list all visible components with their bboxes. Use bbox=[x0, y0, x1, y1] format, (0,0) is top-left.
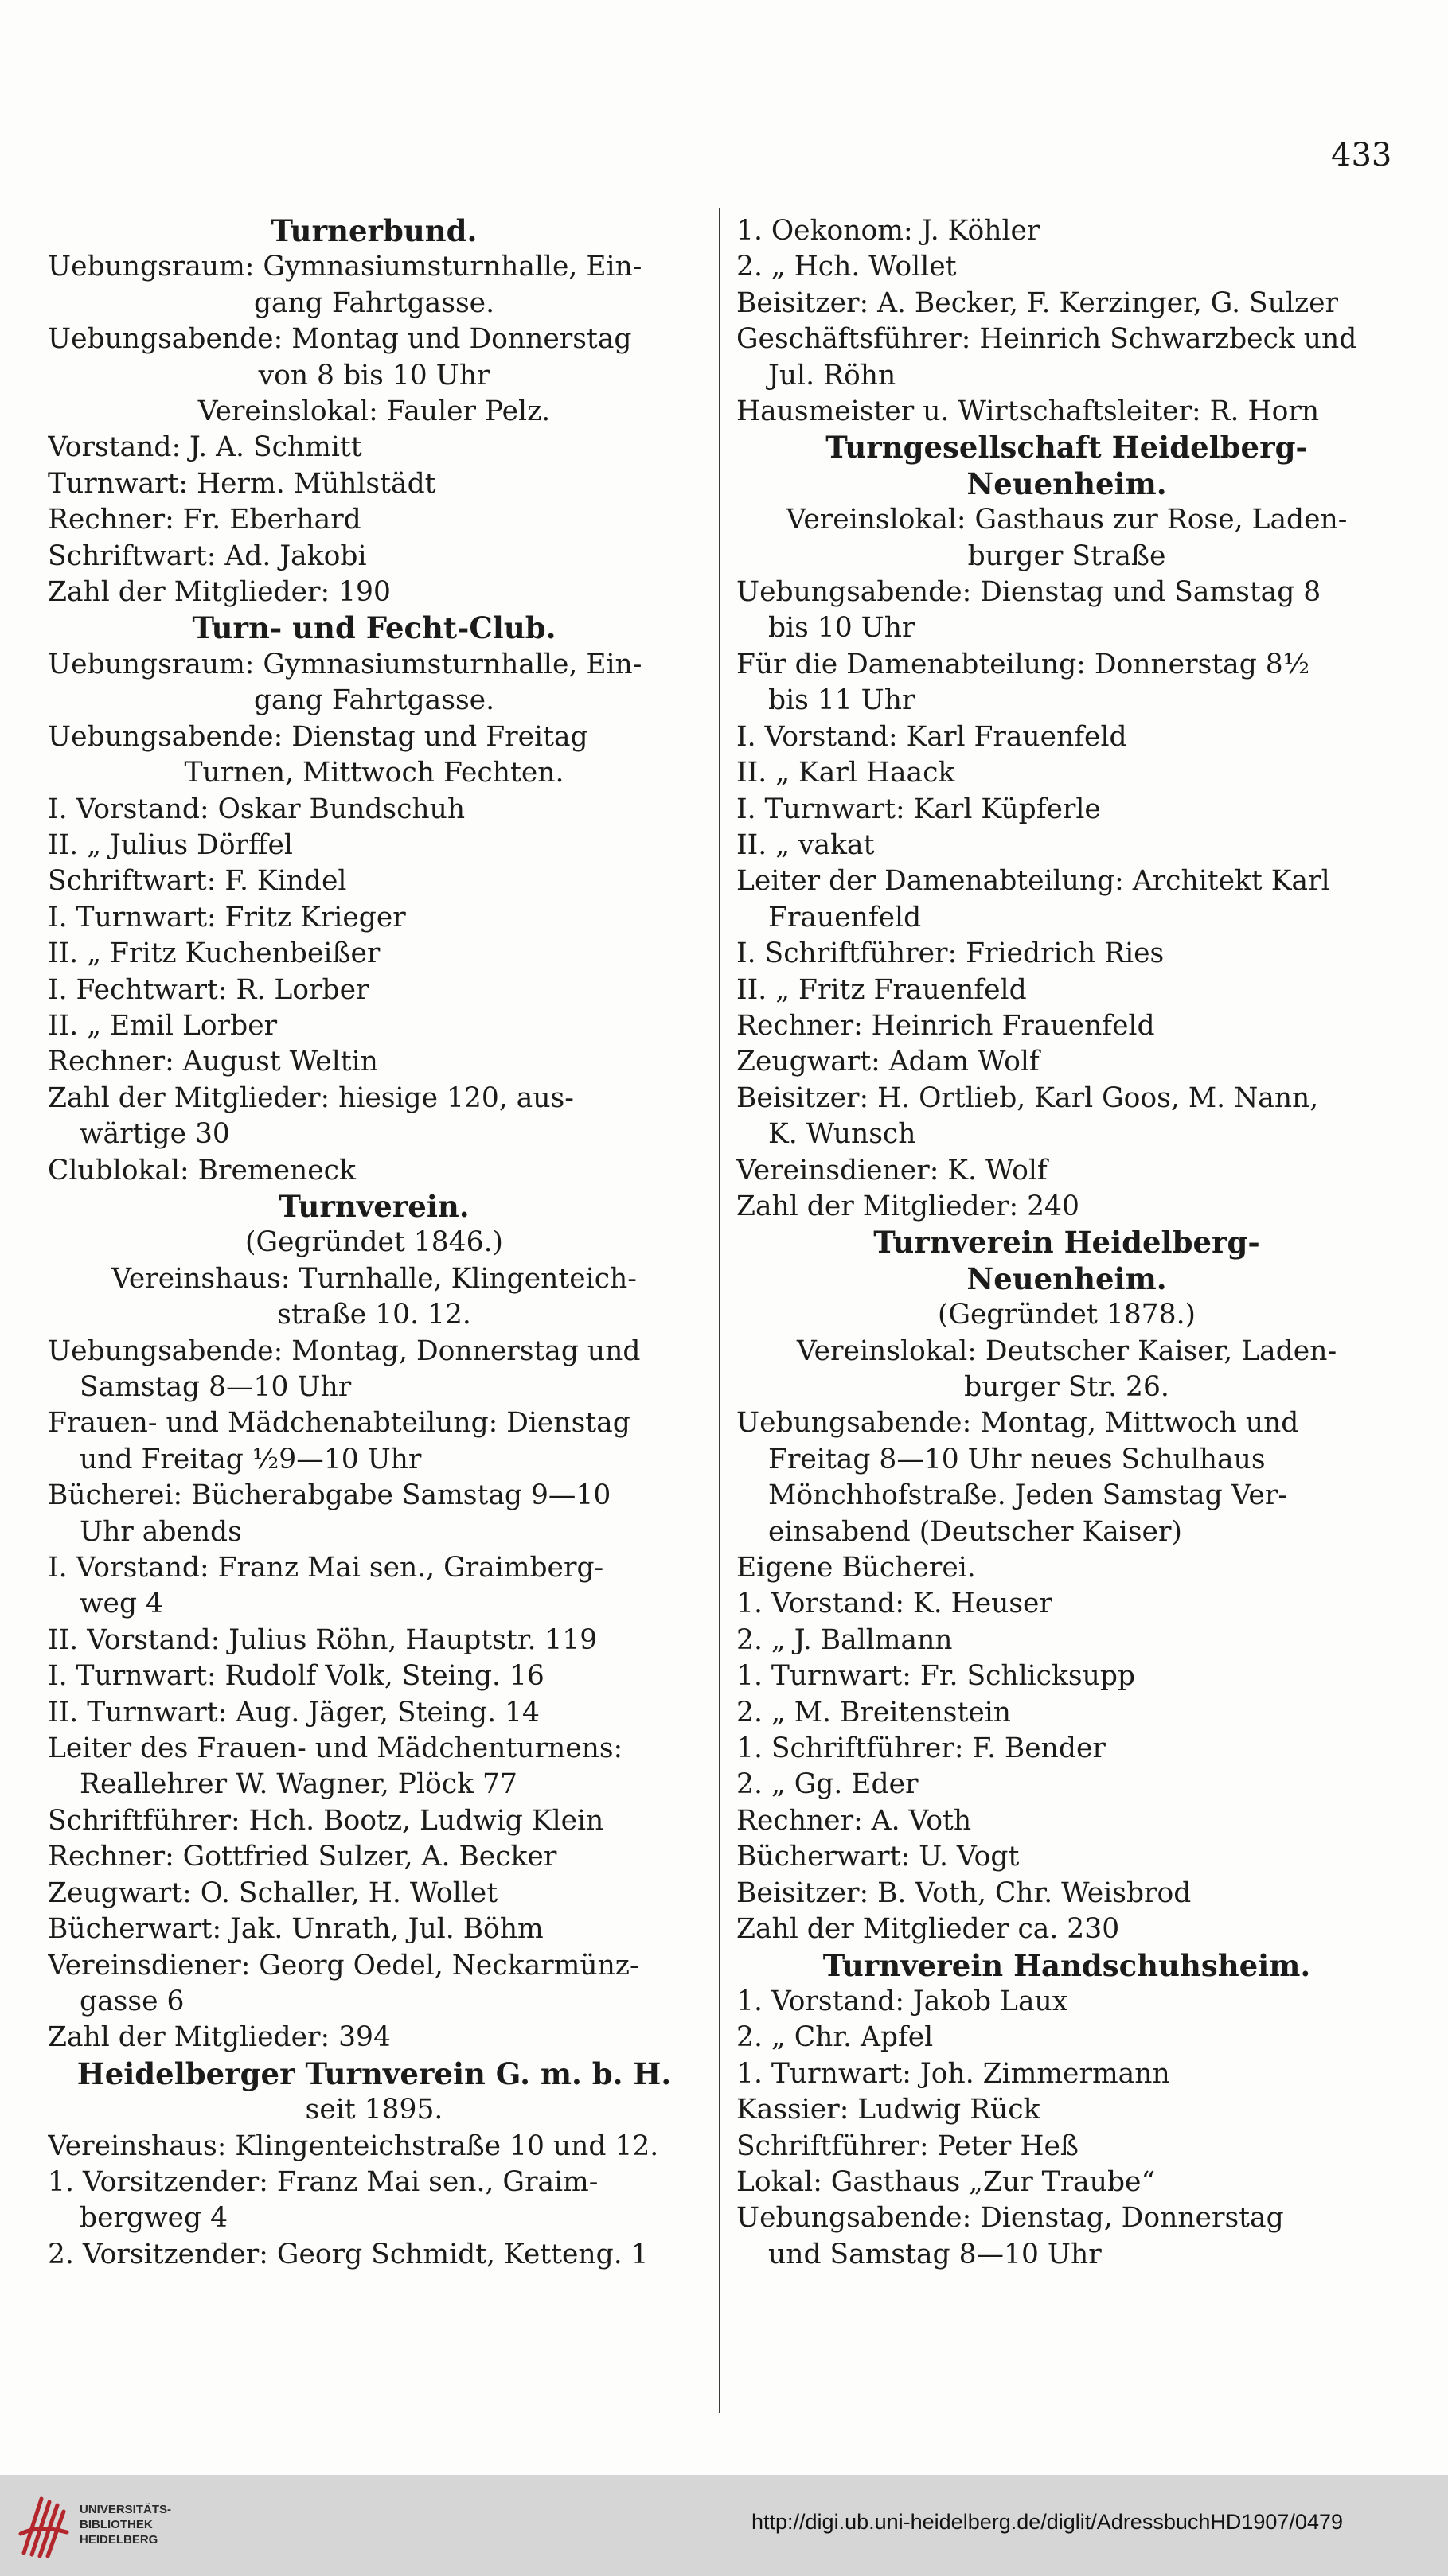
text-line: Beisitzer: A. Becker, F. Kerzinger, G. Sulzer bbox=[736, 286, 1339, 319]
text-line: 2. Vorsitzender: Georg Schmidt, Ketteng. 1 bbox=[48, 2238, 649, 2270]
text-line: Bücherwart: Jak. Unrath, Jul. Böhm bbox=[48, 1913, 544, 1946]
text-line: Zahl der Mitglieder: hiesige 120, aus- bbox=[48, 1081, 574, 1114]
text-line: 1. Vorsitzender: Franz Mai sen., Graim- bbox=[48, 2165, 599, 2198]
section-heading: Neuenheim. bbox=[966, 1261, 1167, 1296]
text-line: burger Straße bbox=[967, 540, 1166, 572]
viewer-footer bbox=[0, 2475, 1448, 2576]
text-line: bergweg 4 bbox=[80, 2202, 228, 2235]
text-line: Mönchhofstraße. Jeden Samstag Ver- bbox=[768, 1479, 1287, 1512]
text-line: I. Schriftführer: Friedrich Ries bbox=[736, 937, 1165, 970]
text-line: Zahl der Mitglieder: 190 bbox=[48, 576, 391, 609]
text-line: Kassier: Ludwig Rück bbox=[736, 2094, 1040, 2126]
text-line: II. „ Fritz Kuchenbeißer bbox=[48, 937, 381, 970]
text-line: Uebungsabende: Montag, Donnerstag und bbox=[48, 1335, 641, 1367]
text-line: 1. Turnwart: Fr. Schlicksupp bbox=[736, 1660, 1136, 1693]
text-line: Samstag 8—10 Uhr bbox=[80, 1371, 352, 1403]
text-line: Zeugwart: Adam Wolf bbox=[736, 1046, 1040, 1078]
text-line: 2. „ Hch. Wollet bbox=[736, 251, 957, 283]
text-line: 1. Schriftführer: F. Bender bbox=[736, 1732, 1106, 1765]
text-line: Schriftwart: Ad. Jakobi bbox=[48, 540, 367, 572]
text-line: I. Turnwart: Karl Küpferle bbox=[736, 793, 1101, 825]
text-line: Frauen- und Mädchenabteilung: Dienstag bbox=[48, 1407, 630, 1440]
source-url-link[interactable]: http://digi.ub.uni-heidelberg.de/diglit/AdressbuchHD1907/0479 bbox=[751, 2510, 1344, 2534]
text-line: Uhr abends bbox=[80, 1515, 242, 1548]
text-line: bis 10 Uhr bbox=[768, 612, 915, 645]
text-line: straße 10. 12. bbox=[277, 1299, 471, 1331]
text-line: Freitag 8—10 Uhr neues Schulhaus bbox=[768, 1443, 1266, 1475]
text-line: gang Fahrtgasse. bbox=[253, 684, 495, 717]
library-name-line: HEIDELBERG bbox=[80, 2533, 158, 2547]
text-line: gasse 6 bbox=[80, 1985, 185, 2017]
section-heading: Turn- und Fecht-Club. bbox=[192, 610, 556, 646]
text-line: Vereinshaus: Klingenteichstraße 10 und 12. bbox=[48, 2130, 659, 2162]
text-line: II. „ Julius Dörffel bbox=[48, 828, 293, 861]
text-line: Uebungsraum: Gymnasiumsturnhalle, Ein- bbox=[48, 648, 642, 680]
text-line: I. Vorstand: Franz Mai sen., Graimberg- bbox=[48, 1552, 604, 1584]
text-line: 1. Vorstand: K. Heuser bbox=[736, 1588, 1052, 1620]
text-line: Vereinslokal: Deutscher Kaiser, Laden- bbox=[796, 1335, 1337, 1367]
text-line: Bücherwart: U. Vogt bbox=[736, 1841, 1020, 1873]
text-line: Jul. Röhn bbox=[768, 359, 896, 392]
text-line: Vorstand: J. A. Schmitt bbox=[48, 431, 362, 464]
text-line: und Freitag ½9—10 Uhr bbox=[80, 1443, 422, 1475]
text-line: 1. Oekonom: J. Köhler bbox=[736, 215, 1040, 247]
text-line: Turnen, Mittwoch Fechten. bbox=[184, 757, 564, 789]
text-line: Hausmeister u. Wirtschaftsleiter: R. Horn bbox=[736, 396, 1320, 428]
text-line: weg 4 bbox=[80, 1588, 163, 1620]
text-line: (Gegründet 1846.) bbox=[244, 1226, 503, 1259]
text-line: Schriftführer: Hch. Bootz, Ludwig Klein bbox=[48, 1804, 604, 1837]
text-line: II. „ Emil Lorber bbox=[48, 1009, 278, 1042]
text-line: Vereinsdiener: Georg Oedel, Neckarmünz- bbox=[48, 1949, 639, 1982]
text-line: von 8 bis 10 Uhr bbox=[258, 359, 490, 392]
text-line: Rechner: Gottfried Sulzer, A. Becker bbox=[48, 1841, 557, 1873]
text-line: Rechner: August Weltin bbox=[48, 1046, 378, 1078]
text-line: Uebungsraum: Gymnasiumsturnhalle, Ein- bbox=[48, 251, 642, 283]
text-line: I. Fechtwart: R. Lorber bbox=[48, 973, 369, 1006]
text-line: und Samstag 8—10 Uhr bbox=[768, 2238, 1102, 2270]
library-logo-icon bbox=[18, 2491, 70, 2559]
section-heading: Turnverein Heidelberg- bbox=[873, 1225, 1260, 1261]
text-line: (Gegründet 1878.) bbox=[937, 1299, 1196, 1331]
section-heading: Heidelberger Turnverein G. m. b. H. bbox=[76, 2056, 672, 2091]
text-line: Zahl der Mitglieder ca. 230 bbox=[736, 1913, 1120, 1946]
column-divider bbox=[719, 208, 720, 2413]
page-number: 433 bbox=[1331, 137, 1392, 173]
text-line: II. „ vakat bbox=[736, 828, 875, 861]
text-line: I. Turnwart: Fritz Krieger bbox=[48, 901, 406, 933]
text-line: 2. „ J. Ballmann bbox=[736, 1623, 953, 1656]
text-line: seit 1895. bbox=[305, 2094, 443, 2126]
text-line: gang Fahrtgasse. bbox=[253, 286, 495, 319]
text-line: II. „ Karl Haack bbox=[736, 757, 955, 789]
text-line: Zahl der Mitglieder: 240 bbox=[736, 1190, 1079, 1222]
text-line: I. Turnwart: Rudolf Volk, Steing. 16 bbox=[48, 1660, 544, 1693]
text-line: Vereinshaus: Turnhalle, Klingenteich- bbox=[111, 1262, 637, 1295]
text-line: Beisitzer: B. Voth, Chr. Weisbrod bbox=[736, 1876, 1192, 1909]
text-line: Uebungsabende: Montag und Donnerstag bbox=[48, 323, 632, 356]
text-line: 1. Turnwart: Joh. Zimmermann bbox=[736, 2057, 1170, 2090]
text-line: Schriftwart: F. Kindel bbox=[48, 865, 347, 898]
text-line: Rechner: A. Voth bbox=[736, 1804, 972, 1837]
text-line: Uebungsabende: Dienstag und Samstag 8 bbox=[736, 576, 1321, 609]
left-column bbox=[48, 213, 701, 2273]
text-line: 1. Vorstand: Jakob Laux bbox=[736, 1985, 1068, 2017]
text-line: K. Wunsch bbox=[768, 1118, 916, 1151]
text-line: 2. „ Chr. Apfel bbox=[736, 2021, 934, 2054]
text-line: Beisitzer: H. Ortlieb, Karl Goos, M. Nann, bbox=[736, 1081, 1319, 1114]
text-line: I. Vorstand: Karl Frauenfeld bbox=[736, 720, 1127, 753]
library-name-line: UNIVERSITÄTS- bbox=[80, 2503, 172, 2516]
section-heading: Turnverein. bbox=[279, 1188, 470, 1224]
text-line: Zahl der Mitglieder: 394 bbox=[48, 2021, 391, 2054]
text-line: wärtige 30 bbox=[80, 1118, 230, 1151]
text-line: Leiter des Frauen- und Mädchenturnens: bbox=[48, 1732, 623, 1765]
text-line: Frauenfeld bbox=[768, 901, 922, 933]
text-line: burger Str. 26. bbox=[964, 1371, 1169, 1403]
text-line: Bücherei: Bücherabgabe Samstag 9—10 bbox=[48, 1479, 611, 1512]
text-line: Uebungsabende: Dienstag und Freitag bbox=[48, 720, 588, 753]
text-line: Vereinslokal: Fauler Pelz. bbox=[197, 396, 551, 428]
text-line: Turnwart: Herm. Mühlstädt bbox=[48, 467, 436, 500]
section-heading: Turnerbund. bbox=[271, 213, 478, 248]
text-line: II. Turnwart: Aug. Jäger, Steing. 14 bbox=[48, 1696, 540, 1728]
text-line: Clublokal: Bremeneck bbox=[48, 1154, 356, 1187]
right-column bbox=[736, 213, 1397, 2273]
text-line: Vereinslokal: Gasthaus zur Rose, Laden- bbox=[786, 504, 1348, 536]
text-line: einsabend (Deutscher Kaiser) bbox=[768, 1515, 1182, 1548]
text-line: Rechner: Heinrich Frauenfeld bbox=[736, 1009, 1155, 1042]
text-line: Zeugwart: O. Schaller, H. Wollet bbox=[48, 1876, 498, 1909]
text-line: II. Vorstand: Julius Röhn, Hauptstr. 119 bbox=[48, 1623, 598, 1656]
text-line: Uebungsabende: Montag, Mittwoch und bbox=[736, 1407, 1299, 1440]
text-line: 2. „ M. Breitenstein bbox=[736, 1696, 1012, 1728]
text-line: Vereinsdiener: K. Wolf bbox=[736, 1154, 1048, 1187]
text-line: bis 11 Uhr bbox=[768, 684, 915, 717]
text-line: Für die Damenabteilung: Donnerstag 8½ bbox=[736, 648, 1310, 680]
text-line: Rechner: Fr. Eberhard bbox=[48, 504, 361, 536]
text-line: 2. „ Gg. Eder bbox=[736, 1768, 919, 1801]
section-heading: Turnverein Handschuhsheim. bbox=[822, 1947, 1311, 1983]
text-line: Lokal: Gasthaus „Zur Traube“ bbox=[736, 2165, 1156, 2198]
library-name-line: BIBLIOTHEK bbox=[80, 2518, 153, 2531]
section-heading: Neuenheim. bbox=[966, 466, 1167, 501]
text-line: Eigene Bücherei. bbox=[736, 1552, 976, 1584]
library-name bbox=[80, 2502, 171, 2547]
text-line: Schriftführer: Peter Heß bbox=[736, 2130, 1079, 2162]
text-line: I. Vorstand: Oskar Bundschuh bbox=[48, 793, 466, 825]
text-line: Reallehrer W. Wagner, Plöck 77 bbox=[80, 1768, 517, 1801]
text-line: II. „ Fritz Frauenfeld bbox=[736, 973, 1027, 1006]
text-line: Leiter der Damenabteilung: Architekt Karl bbox=[736, 865, 1330, 898]
text-line: Geschäftsführer: Heinrich Schwarzbeck und bbox=[736, 323, 1357, 356]
section-heading: Turngesellschaft Heidelberg- bbox=[825, 430, 1308, 466]
text-line: Uebungsabende: Dienstag, Donnerstag bbox=[736, 2202, 1284, 2235]
